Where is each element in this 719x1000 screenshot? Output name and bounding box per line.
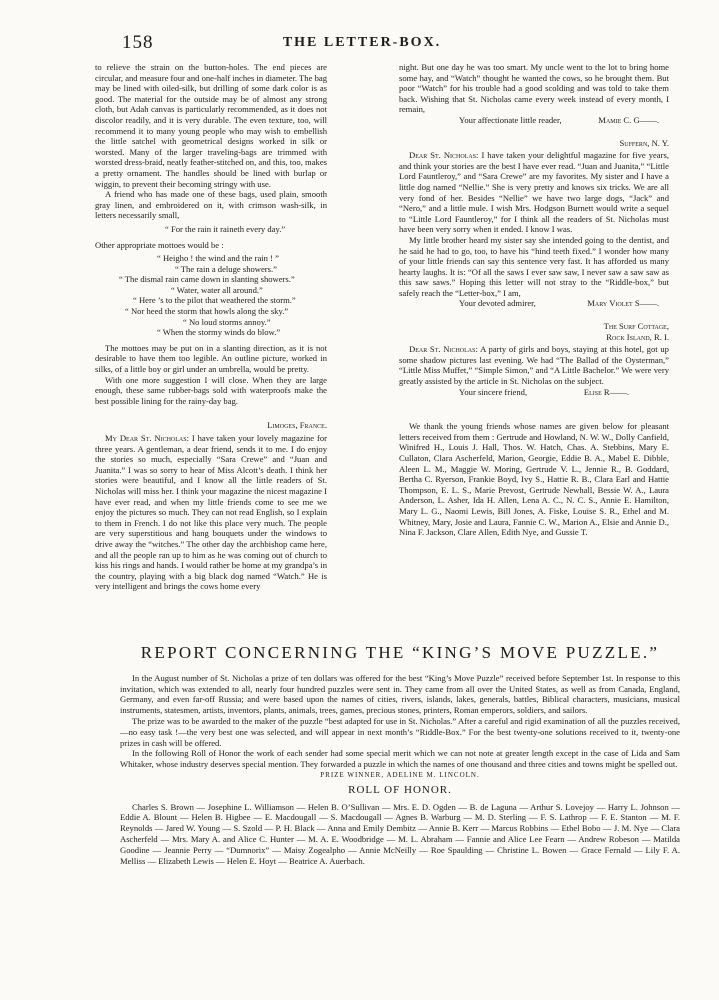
letter-salutation: Dear St. Nicholas: bbox=[409, 150, 479, 161]
letter-signature-line bbox=[399, 115, 669, 126]
bag-paragraph: to relieve the strain on the button-holes. The end pieces are circular, and measure four and one-half inches in diameter. The bag may be lined with oiled-silk, but drilling of some dark color is as good. The material for the outside may be of almost any strong cloth, but Adah canvas is particularly recommended, as it does not discolor readily, and it is very durable. The even texture, too, will recommend it to many young people who may wish to embellish the little satchel with geometrical designs worked in silk or worsted. Many of the larger traveling-bags are trimmed with worsted dress-braid, neatly feather-stitched on, and this, too, makes a pretty ornament. The handles should be lined with burlap or wiggin, to prevent their becoming stringy with use. bbox=[95, 62, 327, 189]
motto-item: “ Heigho ! the wind and the rain ! ” bbox=[157, 253, 279, 264]
roll-of-honor-title: ROLL OF HONOR. bbox=[348, 783, 452, 796]
bag-paragraph: With one more suggestion I will close. When they are large enough, these same rubber-bags sold with waterproofs make the best possible lining for the rainy-day bag. bbox=[95, 374, 327, 406]
right-column bbox=[399, 62, 669, 538]
letter-signature: Mamie C. G——. bbox=[598, 114, 659, 125]
page-number: 158 bbox=[122, 32, 154, 53]
letter-closing: Your devoted admirer, bbox=[459, 298, 536, 309]
letter-body: My Dear St. Nicholas: I have taken your lovely magazine for three years. A gentleman, a dear friend, sends it to me. I do enjoy the stories so much, especially “Sara Crewe” and “Juan and Juanita.” I was so sorry to hear of Miss Alcott’s death. I think her stories were beautiful, and I know all the little readers of St. Nicholas will miss her. I think your magazine the nicest magazine I have ever read, and when my little friends come to see me we enjoy the pictures so much. They can not read English, so I explain to them in French. I do not like this place very much. The people are very superstitious and hang bouquets under the windows to drive away the “witches.” The other day the archbishop came here, and all the people ran up to him as he was coming out of church to kiss his rings and hands. I would rather be home at my grandpa’s in the country, playing with a big black dog named “Watch.” He is very intelligent and brings the cows home every bbox=[95, 433, 327, 592]
prize-winner: PRIZE WINNER, ADELINE M. LINCOLN. bbox=[320, 770, 480, 779]
roll-of-honor bbox=[120, 802, 680, 867]
letter-body: Dear St. Nicholas: I have taken your delightful magazine for five years, and think your stories are the best I have ever read. “Juan and Juanita,” “Little Lord Fauntleroy,” and “Sara Crewe” are my favorites. My sister and I have a little dog named “Nellie.” She is very pretty and knows six tricks. We are all very fond of her. Besides “Nellie” we have two large dogs, “Jack” and “Nero,” and a little mule. I wish Mrs. Hodgson Burnett would write a sequel to “Little Lord Fauntleroy,” for I think all the readers of St. Nicholas must have been very sorry when it ended. I know I was. bbox=[399, 150, 669, 235]
letter-body: My little brother heard my sister say she intended going to the dentist, and he said he had to go, too, to have his “hind teeth fixed.” I wonder how many of your little friends can say this sentence very fast. It has afforded us many hearty laughs. It is: “Of all the saws I ever saw saw, I never saw a saw saw as this saw saws.” Hoping this letter will not stray to the “Riddle-box,” but safely reach the “Letter-box,” I am, bbox=[399, 234, 669, 298]
letter-closing: Your affectionate little reader, bbox=[459, 114, 562, 125]
motto-item: “ Water, water all around.” bbox=[171, 284, 263, 295]
page-header bbox=[122, 32, 602, 54]
motto-item: “ The dismal rain came down in slanting showers.” bbox=[119, 274, 295, 285]
letter-place: Suffern, N. Y. bbox=[619, 137, 669, 148]
thanks-paragraph: We thank the young friends whose names are given below for pleasant letters received from them : Gertrude and Howland, N. W. W., Dolly Canfield, Winifred H., Louis J. Hall, Thos. W. Hatch, Chas. A. Stebbins, Mary E. Cullaton, Clara Ascherfeld, Marion, Georgie, Eddie B. A., Mabel E. Dibble, Aleen L. M., Maggie W. Moring, Gertrude V. L., Jennie R., B. Goddard, Bertha C. Ryerson, Frankie Boyd, Ivy S., Hattie R. B., Clara Earl and Hattie Thompson, E. L. S., Marie Prevost, Gertrude Newhall, Bessie W. A., Laura Anderson, L. Asher, Ida H. Allen, Lena A. C., N. C. S., Annie E. Hamilton, Mary L. G., Naomi Lewis, Bill Jones, A. Fiske, Louise S. R., Ethel and M. Whitney, Mary, Josie and Laura, Fannie C. W., Marion A., Elsie and Annie D., Nina F. Jackson, Clare Allen, Edith Nye, and Gussie T. bbox=[399, 421, 669, 538]
letter-signature: Mary Violet S——. bbox=[587, 298, 659, 309]
motto-item: “ When the stormy winds do blow.” bbox=[157, 327, 281, 338]
bag-paragraph: Other appropriate mottoes would be : bbox=[95, 239, 224, 250]
letter-body: night. But one day he was too smart. My uncle went to the lot to bring home some hay, and “Watch” thought he wanted the cows, so he brought them. But poor “Watch” for his trouble had a good scolding and was told to take them back. Wishing that St. Nicholas came every week instead of every month, I remain, bbox=[399, 62, 669, 115]
running-title: THE LETTER-BOX. bbox=[282, 35, 442, 50]
motto-item: “ Nor heed the storm that howls along the sky.” bbox=[125, 306, 289, 317]
left-column bbox=[95, 62, 327, 592]
motto-item: “ The rain a deluge showers.” bbox=[175, 263, 277, 274]
letter-place: The Surf Cottage, bbox=[603, 321, 669, 332]
roll-of-honor-list: Charles S. Brown — Josephine L. Williamson — Helen B. O’Sullivan — Mrs. E. D. Ogden — B. de Laguna — Arthur S. Lovejoy — Harry L. Johnson — Eddie A. Blount — Helen B. Higbee — E. Macdougall — S. Macdougall — Agnes B. Warburg — M. D. Sterling — F. S. Lathrop — F. E. Stanton — M. F. Reynolds — Jared W. Young — S. Szold — P. H. Black — Anna and Emily Dembitz — Annie B. Kerr — Marcus Robbins — Ethel Bobo — J. M. Nye — Clara Ascherfeld — Mrs. Mary A. and Alice C. Hunter — M. A. E. Woodbridge — M. L. Abraham — Fannie and Alice Lee Fearn — Andrew Robeson — Matilda Goodine — Jeannie Perry — “Dumnorix” — Maisy Zogealpho — Annie McNeilly — Roe Spaulding — Christine L. Bowen — Grace Fernald — Lily F. A. Melliss — Elizabeth Lewis — Helen E. Hoyt — Beatrice A. Auerbach. bbox=[120, 801, 680, 866]
report-paragraph: In the following Roll of Honor the work of each sender had some special merit which we can not note at greater length except in the case of Lida and Sam Whitaker, whose industry deserves special mention. They forwarded a puzzle in which the names of one thousand and three cities and towns might be spelled out. bbox=[120, 748, 680, 770]
bag-paragraph: The mottoes may be put on in a slanting direction, as it is not desirable to have them too legible. An outline picture, worked in silks, of a little boy or girl under an umbrella, would be pretty. bbox=[95, 342, 327, 375]
motto-item: “ No loud storms annoy.” bbox=[183, 316, 271, 327]
letter-place: Rock Island, R. I. bbox=[606, 331, 669, 342]
puzzle-report bbox=[120, 643, 680, 866]
report-paragraph: The prize was to be awarded to the maker of the puzzle “best adapted for use in St. Nicholas.” After a careful and rigid examination of all the puzzles received,—no easy task !—the very best one was selected, and will appear in next month’s “Riddle-Box.” For the best twenty-one solutions received to it, twenty-one prizes in cash will be offered. bbox=[120, 715, 680, 748]
letter-signature-line bbox=[399, 387, 669, 398]
report-title: REPORT CONCERNING THE “KING’S MOVE PUZZLE.” bbox=[140, 643, 660, 662]
letter-salutation: My Dear St. Nicholas: bbox=[105, 433, 189, 443]
letter-body: Dear St. Nicholas: A party of girls and boys, staying at this hotel, got up some shadow pictures last evening. We had “The Ballad of the Oysterman,” “Little Miss Muffet,” “Simple Simon,” and “A Little Bachelor.” We were very greatly assisted by the article in St. Nicholas on the subject. bbox=[399, 344, 669, 387]
letter-salutation: Dear St. Nicholas: bbox=[409, 344, 478, 355]
letter-place: Limoges, France. bbox=[267, 420, 327, 431]
report-paragraph: In the August number of St. Nicholas a prize of ten dollars was offered for the best “King’s Move Puzzle” received before September 1st. In response to this invitation, which was extended to all, nearly four hundred puzzles were sent in. They came from all over the United States, as well as from Canada, England, Germany, and even far-off Russia; and were based upon the names of cities, rivers, islands, lakes, generals, battles, Biblical characters, musicians, musical instruments, statesmen, artists, inventors, plants, animals, trees, games, precious stones, printers, Roman emperors, soldiers, and sailors. bbox=[120, 672, 680, 716]
motto-item: “ Here ’s to the pilot that weathered the storm.” bbox=[133, 295, 296, 306]
motto-list bbox=[95, 253, 327, 338]
bag-paragraph: A friend who has made one of these bags, used plain, smooth gray linen, and embroidered on it, with crimson wash-silk, in letters necessarily small, bbox=[95, 189, 327, 221]
letter-signature: Elise R——. bbox=[583, 386, 629, 397]
letter-closing: Your sincere friend, bbox=[459, 386, 528, 397]
letter-signature-line bbox=[399, 298, 669, 309]
motto-main: “ For the rain it raineth every day.” bbox=[165, 223, 286, 234]
